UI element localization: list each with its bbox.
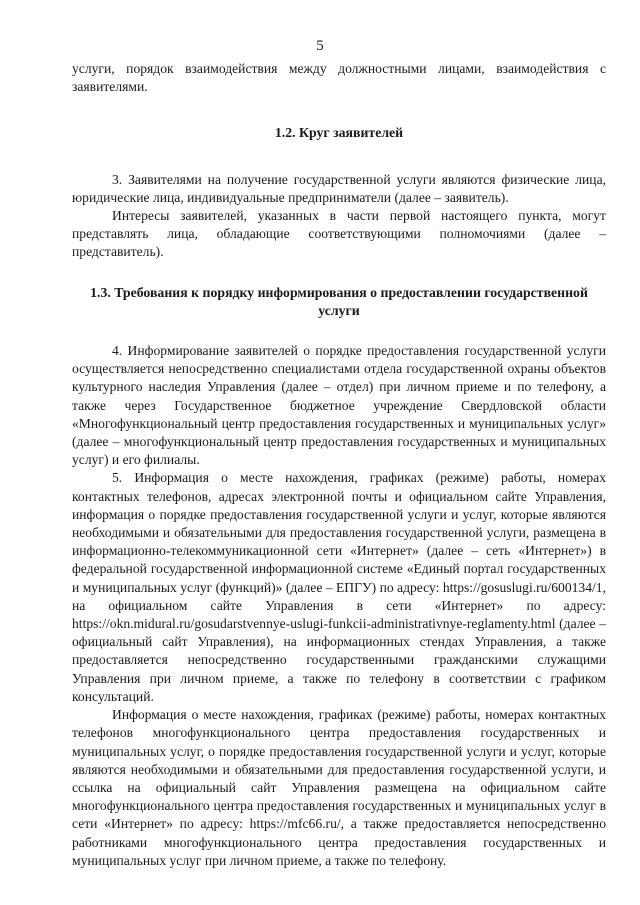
paragraph-4: 4. Информирование заявителей о порядке предоставления государственной услуги осуществляется непосредственно специалистами отдела государственной охраны объектов культурного наследия Управления (далее – отдел) при личном приеме и по телефону, а также через Государственное бюджетное учреждение Свердловской области «Многофункциональный центр предоставления государственных и муниципальных услуг» (далее – многофункциональный центр предоставления государственных и муниципальных услуг) и его филиалы. <box>72 343 606 468</box>
section-1-2-heading: 1.2. Круг заявителей <box>274 125 404 141</box>
intro-continuation-paragraph: услуги, порядок взаимодействия между должностными лицами, взаимодействия с заявителями. <box>72 61 606 95</box>
paragraph-5: 5. Информация о месте нахождения, графиках (режиме) работы, номерах контактных телефонов, адресах электронной почты и официальном сайте Управления, информация о порядке предоставления государственной услуги и услуг, которые являются необходимыми и обязательными для предоставления государственной услуги, размещена в информационно-телекоммуникационной сети «Интернет» (далее – сеть «Интернет») в федеральной государственной информационной системе «Единый портал государственных и муниципальных услуг (функций)» (далее – ЕПГУ) по адресу: https://gosuslugi.ru/600134/1, на официальном сайте Управления в сети «Интернет» по адресу: https://okn.midural.ru/gosudarstvennye-uslugi-funkcii-administrativnye-reglamenty.html (далее – официальный сайт Управления), на информационных стендах Управления, а также предоставляется непосредственно государственными гражданскими служащими Управления при личном приеме, а также по телефону в соответствии с графиком консультаций. <box>72 470 606 704</box>
paragraph-3: 3. Заявителями на получение государственной услуги являются физические лица, юридические лица, индивидуальные предприниматели (далее – заявитель). <box>72 171 606 205</box>
page-number: 5 <box>316 38 324 54</box>
section-1-3-heading: 1.3. Требования к порядку информирования о предоставлении государственной услуги <box>90 284 588 318</box>
document-body <box>72 60 606 870</box>
paragraph-representatives: Интересы заявителей, указанных в части первой настоящего пункта, могут представлять лица, обладающие соответствующими полномочиями (далее – представитель). <box>72 208 606 260</box>
paragraph-mfc-info: Информация о месте нахождения, графиках (режиме) работы, номерах контактных телефонов многофункционального центра предоставления государственных и муниципальных услуг, о порядке предоставления государственной услуги и услуг, которые являются необходимыми и обязательными для предоставления государственной услуги, и ссылка на официальный сайт Управления размещена на официальном сайте многофункционального центра предоставления государственных и муниципальных услуг в сети «Интернет» по адресу: https://mfc66.ru/, а также предоставляется непосредственно работниками многофункционального центра предоставления государственных и муниципальных услуг при личном приеме, а также по телефону. <box>72 707 606 868</box>
